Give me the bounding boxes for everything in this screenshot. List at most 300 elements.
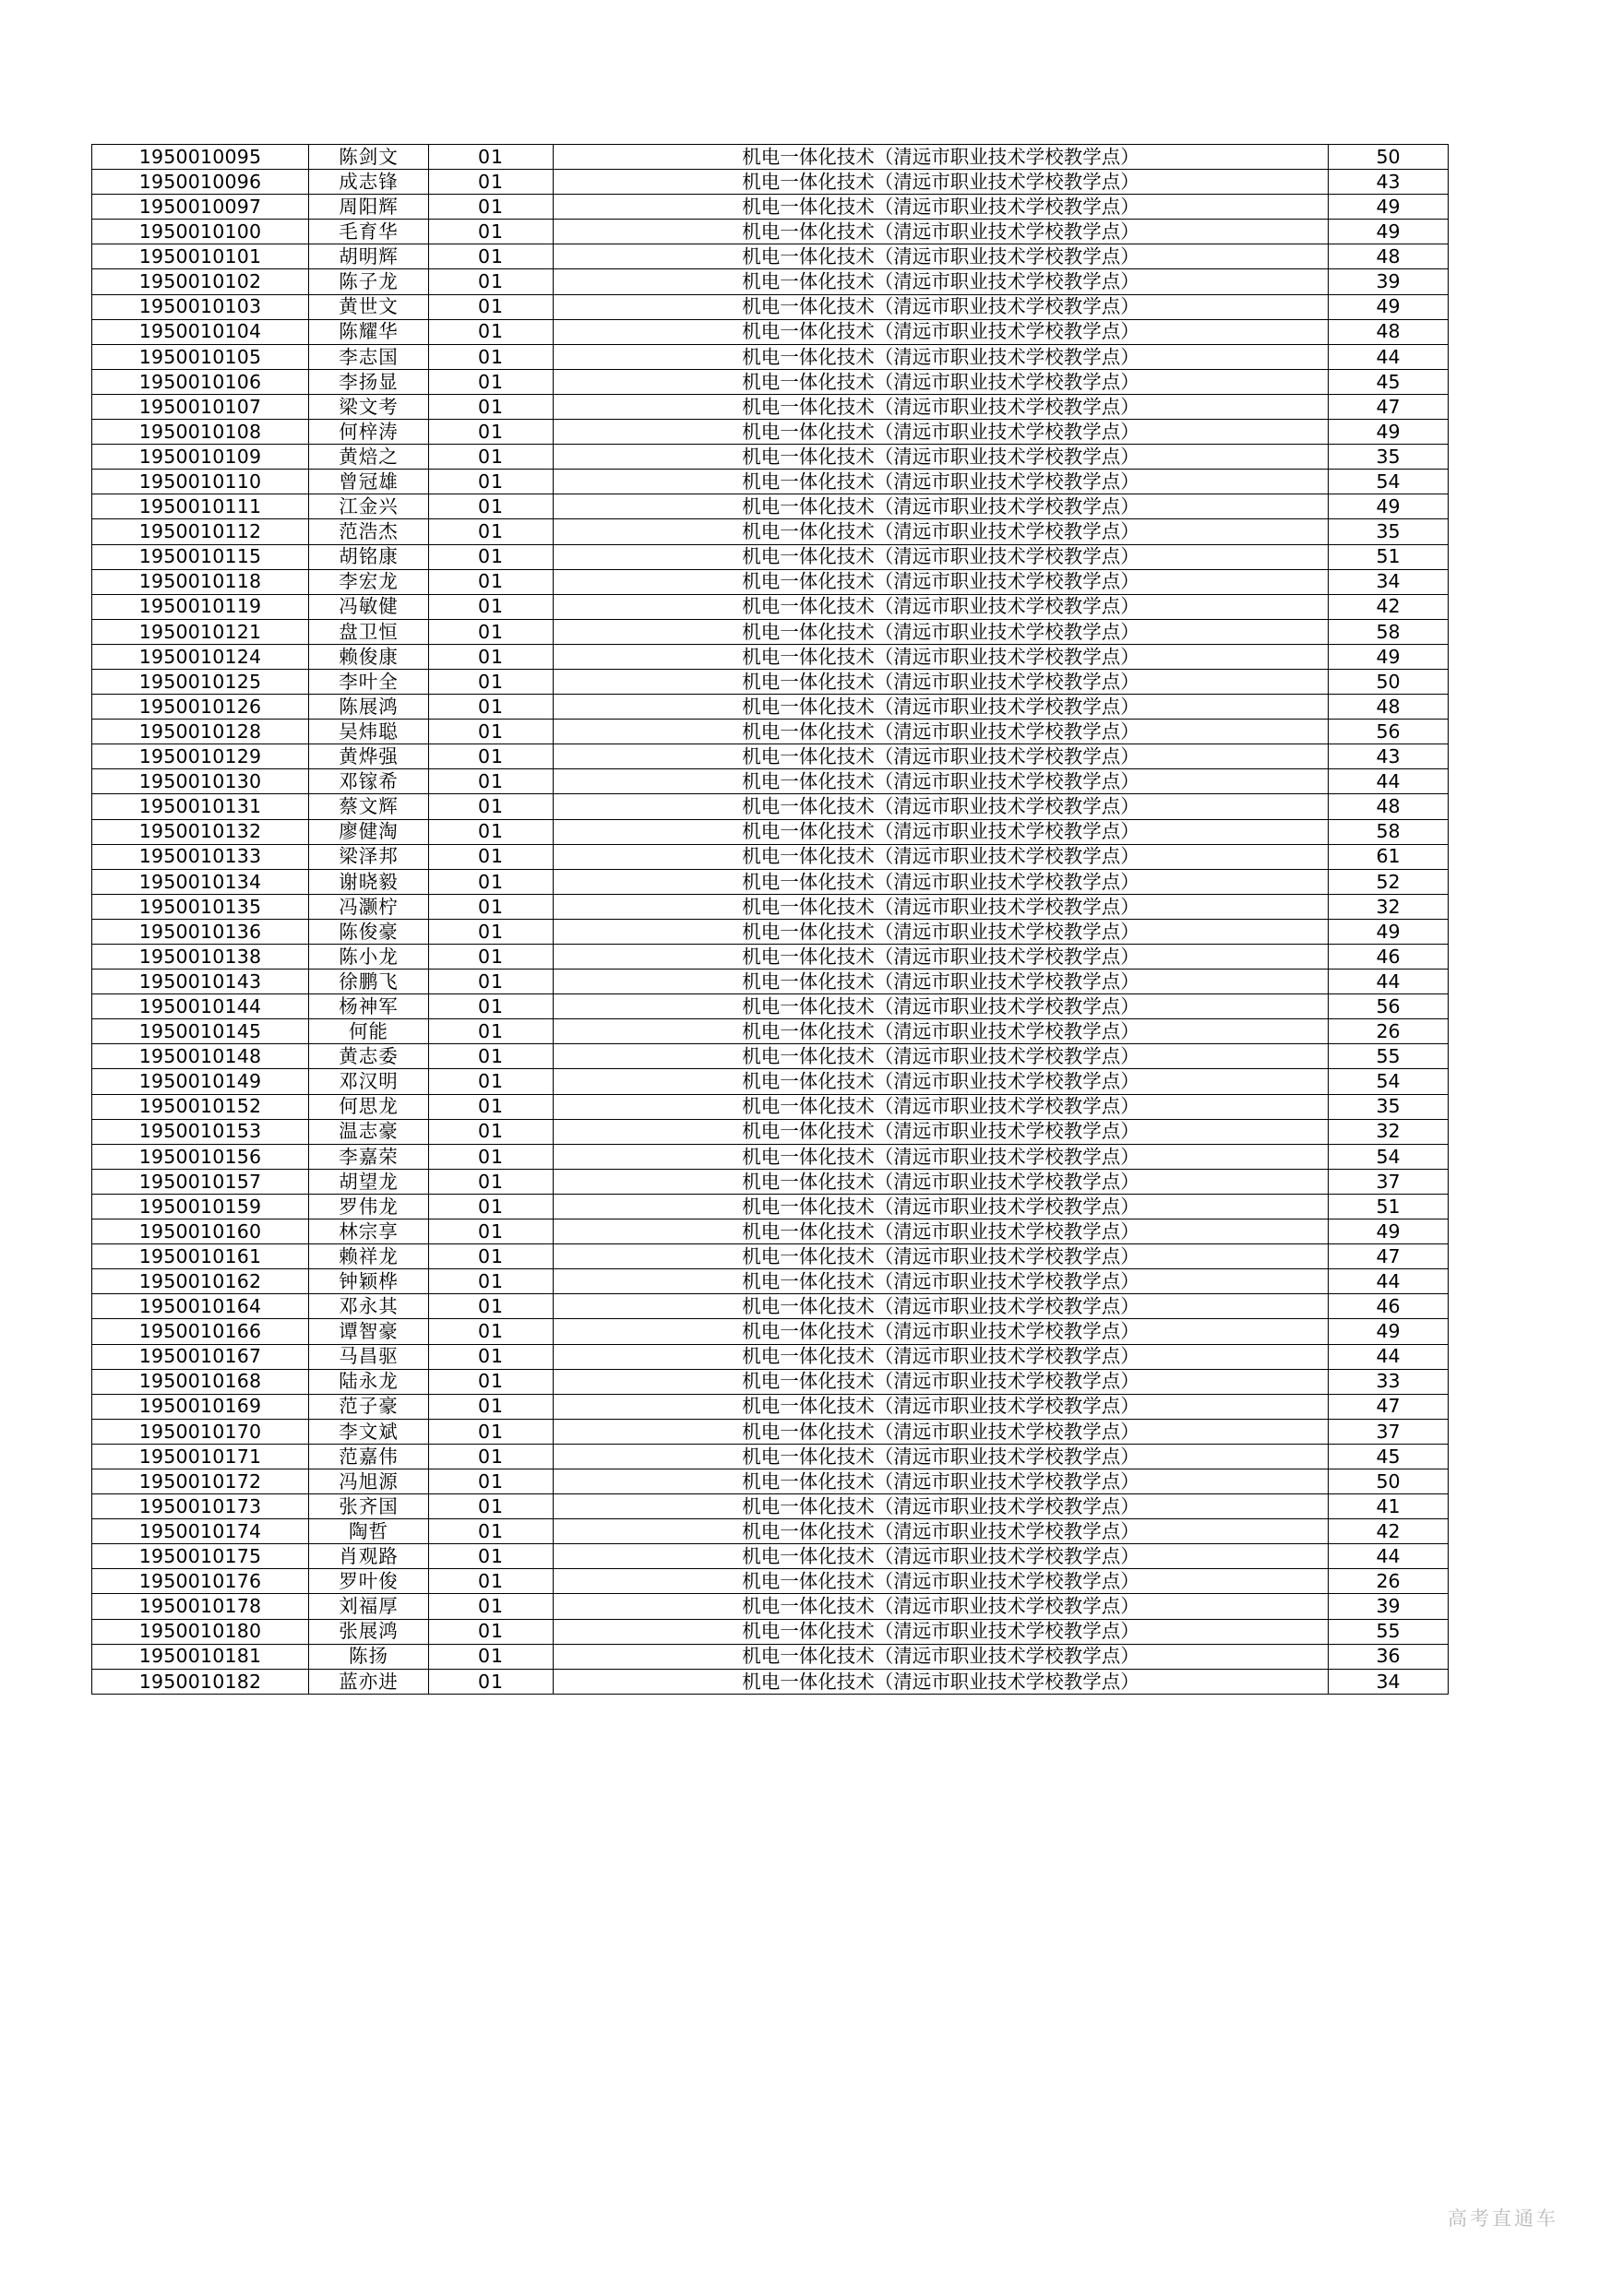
cell-examno: 1950010104 xyxy=(92,319,309,344)
cell-examno: 1950010131 xyxy=(92,794,309,819)
cell-major: 机电一体化技术（清远市职业技术学校教学点） xyxy=(554,1119,1329,1144)
cell-name: 胡明辉 xyxy=(309,244,429,269)
cell-score: 43 xyxy=(1329,744,1449,769)
table-row xyxy=(92,420,1449,445)
table-row xyxy=(92,294,1449,319)
table-row xyxy=(92,1344,1449,1369)
cell-code: 01 xyxy=(429,445,554,470)
cell-name: 马昌驱 xyxy=(309,1344,429,1369)
cell-major: 机电一体化技术（清远市职业技术学校教学点） xyxy=(554,195,1329,220)
cell-major: 机电一体化技术（清远市职业技术学校教学点） xyxy=(554,1269,1329,1294)
cell-code: 01 xyxy=(429,394,554,419)
cell-name: 赖祥龙 xyxy=(309,1244,429,1269)
cell-major: 机电一体化技术（清远市职业技术学校教学点） xyxy=(554,1069,1329,1094)
cell-examno: 1950010171 xyxy=(92,1444,309,1469)
cell-examno: 1950010110 xyxy=(92,470,309,494)
cell-score: 48 xyxy=(1329,319,1449,344)
cell-major: 机电一体化技术（清远市职业技术学校教学点） xyxy=(554,1469,1329,1493)
table-row xyxy=(92,970,1449,994)
cell-score: 46 xyxy=(1329,1294,1449,1319)
cell-major: 机电一体化技术（清远市职业技术学校教学点） xyxy=(554,720,1329,744)
cell-score: 36 xyxy=(1329,1644,1449,1669)
cell-score: 49 xyxy=(1329,195,1449,220)
cell-name: 陈俊豪 xyxy=(309,919,429,944)
cell-score: 34 xyxy=(1329,1669,1449,1694)
cell-examno: 1950010103 xyxy=(92,294,309,319)
cell-code: 01 xyxy=(429,619,554,644)
cell-name: 李志国 xyxy=(309,344,429,369)
cell-name: 陆永龙 xyxy=(309,1369,429,1394)
cell-major: 机电一体化技术（清远市职业技术学校教学点） xyxy=(554,844,1329,869)
cell-examno: 1950010182 xyxy=(92,1669,309,1694)
cell-code: 01 xyxy=(429,1319,554,1344)
table-row xyxy=(92,1419,1449,1444)
cell-major: 机电一体化技术（清远市职业技术学校教学点） xyxy=(554,269,1329,294)
cell-code: 01 xyxy=(429,1494,554,1519)
cell-major: 机电一体化技术（清远市职业技术学校教学点） xyxy=(554,1519,1329,1544)
cell-name: 盘卫恒 xyxy=(309,619,429,644)
cell-code: 01 xyxy=(429,844,554,869)
cell-score: 49 xyxy=(1329,294,1449,319)
cell-score: 46 xyxy=(1329,945,1449,970)
cell-examno: 1950010132 xyxy=(92,819,309,844)
cell-score: 49 xyxy=(1329,220,1449,244)
cell-examno: 1950010175 xyxy=(92,1544,309,1569)
admission-list-table-container xyxy=(91,144,1448,1695)
cell-examno: 1950010159 xyxy=(92,1194,309,1219)
cell-score: 44 xyxy=(1329,1269,1449,1294)
cell-major: 机电一体化技术（清远市职业技术学校教学点） xyxy=(554,945,1329,970)
cell-code: 01 xyxy=(429,1119,554,1144)
cell-name: 范子豪 xyxy=(309,1394,429,1419)
table-row xyxy=(92,519,1449,544)
cell-name: 陈耀华 xyxy=(309,319,429,344)
cell-major: 机电一体化技术（清远市职业技术学校教学点） xyxy=(554,1569,1329,1594)
table-row xyxy=(92,170,1449,195)
cell-examno: 1950010100 xyxy=(92,220,309,244)
table-row xyxy=(92,1294,1449,1319)
cell-code: 01 xyxy=(429,769,554,794)
cell-code: 01 xyxy=(429,1044,554,1069)
table-row xyxy=(92,145,1449,170)
cell-code: 01 xyxy=(429,1019,554,1044)
cell-score: 50 xyxy=(1329,669,1449,694)
cell-name: 何思龙 xyxy=(309,1094,429,1119)
cell-score: 49 xyxy=(1329,1319,1449,1344)
cell-score: 49 xyxy=(1329,919,1449,944)
cell-name: 黄志委 xyxy=(309,1044,429,1069)
cell-name: 陈展鸿 xyxy=(309,695,429,720)
cell-major: 机电一体化技术（清远市职业技术学校教学点） xyxy=(554,1194,1329,1219)
table-row xyxy=(92,919,1449,944)
cell-code: 01 xyxy=(429,1194,554,1219)
cell-examno: 1950010181 xyxy=(92,1644,309,1669)
cell-score: 44 xyxy=(1329,1544,1449,1569)
cell-examno: 1950010125 xyxy=(92,669,309,694)
cell-examno: 1950010148 xyxy=(92,1044,309,1069)
cell-examno: 1950010178 xyxy=(92,1594,309,1619)
cell-name: 李扬显 xyxy=(309,369,429,394)
cell-major: 机电一体化技术（清远市职业技术学校教学点） xyxy=(554,669,1329,694)
cell-name: 黄焙之 xyxy=(309,445,429,470)
cell-score: 55 xyxy=(1329,1619,1449,1644)
table-row xyxy=(92,569,1449,594)
cell-name: 何能 xyxy=(309,1019,429,1044)
cell-code: 01 xyxy=(429,1569,554,1594)
cell-name: 邓永其 xyxy=(309,1294,429,1319)
cell-major: 机电一体化技术（清远市职业技术学校教学点） xyxy=(554,1594,1329,1619)
table-row xyxy=(92,1619,1449,1644)
cell-score: 44 xyxy=(1329,970,1449,994)
cell-code: 01 xyxy=(429,420,554,445)
cell-examno: 1950010134 xyxy=(92,869,309,894)
cell-code: 01 xyxy=(429,494,554,519)
cell-examno: 1950010106 xyxy=(92,369,309,394)
cell-examno: 1950010145 xyxy=(92,1019,309,1044)
cell-examno: 1950010156 xyxy=(92,1144,309,1169)
cell-name: 李嘉荣 xyxy=(309,1144,429,1169)
cell-code: 01 xyxy=(429,145,554,170)
cell-code: 01 xyxy=(429,1644,554,1669)
cell-examno: 1950010136 xyxy=(92,919,309,944)
table-row xyxy=(92,1219,1449,1244)
cell-code: 01 xyxy=(429,794,554,819)
cell-examno: 1950010133 xyxy=(92,844,309,869)
cell-name: 黄烨强 xyxy=(309,744,429,769)
table-row xyxy=(92,195,1449,220)
cell-score: 51 xyxy=(1329,1194,1449,1219)
table-row xyxy=(92,744,1449,769)
table-row xyxy=(92,1269,1449,1294)
cell-examno: 1950010138 xyxy=(92,945,309,970)
cell-examno: 1950010108 xyxy=(92,420,309,445)
table-row xyxy=(92,1094,1449,1119)
cell-name: 冯旭源 xyxy=(309,1469,429,1493)
cell-name: 范浩杰 xyxy=(309,519,429,544)
cell-code: 01 xyxy=(429,1669,554,1694)
table-row xyxy=(92,769,1449,794)
cell-examno: 1950010164 xyxy=(92,1294,309,1319)
table-row xyxy=(92,945,1449,970)
cell-major: 机电一体化技术（清远市职业技术学校教学点） xyxy=(554,819,1329,844)
table-row xyxy=(92,594,1449,619)
cell-score: 35 xyxy=(1329,1094,1449,1119)
cell-name: 曾冠雄 xyxy=(309,470,429,494)
cell-score: 42 xyxy=(1329,1519,1449,1544)
cell-code: 01 xyxy=(429,919,554,944)
cell-major: 机电一体化技术（清远市职业技术学校教学点） xyxy=(554,1019,1329,1044)
cell-name: 梁泽邦 xyxy=(309,844,429,869)
cell-major: 机电一体化技术（清远市职业技术学校教学点） xyxy=(554,594,1329,619)
cell-code: 01 xyxy=(429,344,554,369)
table-row xyxy=(92,644,1449,669)
cell-code: 01 xyxy=(429,945,554,970)
cell-examno: 1950010126 xyxy=(92,695,309,720)
cell-examno: 1950010144 xyxy=(92,994,309,1019)
cell-code: 01 xyxy=(429,195,554,220)
cell-code: 01 xyxy=(429,894,554,919)
cell-examno: 1950010168 xyxy=(92,1369,309,1394)
cell-major: 机电一体化技术（清远市职业技术学校教学点） xyxy=(554,170,1329,195)
cell-code: 01 xyxy=(429,470,554,494)
table-row xyxy=(92,869,1449,894)
table-row xyxy=(92,819,1449,844)
table-row xyxy=(92,445,1449,470)
table-row xyxy=(92,1544,1449,1569)
cell-major: 机电一体化技术（清远市职业技术学校教学点） xyxy=(554,344,1329,369)
table-row xyxy=(92,1319,1449,1344)
cell-major: 机电一体化技术（清远市职业技术学校教学点） xyxy=(554,220,1329,244)
cell-name: 温志豪 xyxy=(309,1119,429,1144)
cell-name: 吴炜聪 xyxy=(309,720,429,744)
cell-score: 26 xyxy=(1329,1019,1449,1044)
table-row xyxy=(92,494,1449,519)
cell-name: 邓汉明 xyxy=(309,1069,429,1094)
cell-major: 机电一体化技术（清远市职业技术学校教学点） xyxy=(554,894,1329,919)
cell-name: 范嘉伟 xyxy=(309,1444,429,1469)
cell-code: 01 xyxy=(429,1419,554,1444)
cell-score: 47 xyxy=(1329,1244,1449,1269)
cell-code: 01 xyxy=(429,594,554,619)
cell-name: 周阳辉 xyxy=(309,195,429,220)
cell-examno: 1950010118 xyxy=(92,569,309,594)
cell-name: 胡望龙 xyxy=(309,1169,429,1194)
cell-major: 机电一体化技术（清远市职业技术学校教学点） xyxy=(554,1044,1329,1069)
table-row xyxy=(92,269,1449,294)
cell-major: 机电一体化技术（清远市职业技术学校教学点） xyxy=(554,1669,1329,1694)
cell-name: 罗伟龙 xyxy=(309,1194,429,1219)
cell-examno: 1950010111 xyxy=(92,494,309,519)
table-row xyxy=(92,669,1449,694)
cell-code: 01 xyxy=(429,569,554,594)
cell-name: 何梓涛 xyxy=(309,420,429,445)
cell-major: 机电一体化技术（清远市职业技术学校教学点） xyxy=(554,294,1329,319)
table-row xyxy=(92,994,1449,1019)
cell-score: 43 xyxy=(1329,170,1449,195)
table-row xyxy=(92,1569,1449,1594)
table-row xyxy=(92,369,1449,394)
cell-major: 机电一体化技术（清远市职业技术学校教学点） xyxy=(554,1644,1329,1669)
cell-major: 机电一体化技术（清远市职业技术学校教学点） xyxy=(554,744,1329,769)
cell-code: 01 xyxy=(429,644,554,669)
cell-score: 47 xyxy=(1329,1394,1449,1419)
cell-code: 01 xyxy=(429,544,554,569)
watermark-text: 高考直通车 xyxy=(1448,2207,1558,2230)
admission-list-table xyxy=(91,144,1449,1695)
cell-major: 机电一体化技术（清远市职业技术学校教学点） xyxy=(554,1219,1329,1244)
cell-examno: 1950010162 xyxy=(92,1269,309,1294)
cell-major: 机电一体化技术（清远市职业技术学校教学点） xyxy=(554,494,1329,519)
cell-code: 01 xyxy=(429,1069,554,1094)
cell-name: 蓝亦进 xyxy=(309,1669,429,1694)
cell-score: 49 xyxy=(1329,644,1449,669)
cell-score: 49 xyxy=(1329,420,1449,445)
cell-examno: 1950010167 xyxy=(92,1344,309,1369)
table-row xyxy=(92,470,1449,494)
cell-code: 01 xyxy=(429,1294,554,1319)
table-row xyxy=(92,619,1449,644)
table-body xyxy=(92,145,1449,1695)
cell-major: 机电一体化技术（清远市职业技术学校教学点） xyxy=(554,519,1329,544)
cell-code: 01 xyxy=(429,1544,554,1569)
cell-score: 49 xyxy=(1329,1219,1449,1244)
cell-score: 56 xyxy=(1329,994,1449,1019)
table-row xyxy=(92,244,1449,269)
cell-examno: 1950010149 xyxy=(92,1069,309,1094)
cell-examno: 1950010102 xyxy=(92,269,309,294)
cell-name: 成志锋 xyxy=(309,170,429,195)
cell-score: 48 xyxy=(1329,244,1449,269)
cell-major: 机电一体化技术（清远市职业技术学校教学点） xyxy=(554,420,1329,445)
table-row xyxy=(92,1394,1449,1419)
table-row xyxy=(92,1494,1449,1519)
cell-score: 58 xyxy=(1329,619,1449,644)
cell-major: 机电一体化技术（清远市职业技术学校教学点） xyxy=(554,319,1329,344)
table-row xyxy=(92,1519,1449,1544)
cell-score: 47 xyxy=(1329,394,1449,419)
cell-code: 01 xyxy=(429,1094,554,1119)
cell-code: 01 xyxy=(429,1144,554,1169)
table-row xyxy=(92,1069,1449,1094)
cell-examno: 1950010153 xyxy=(92,1119,309,1144)
cell-name: 赖俊康 xyxy=(309,644,429,669)
cell-score: 58 xyxy=(1329,819,1449,844)
cell-name: 陈扬 xyxy=(309,1644,429,1669)
cell-name: 江金兴 xyxy=(309,494,429,519)
cell-code: 01 xyxy=(429,244,554,269)
table-row xyxy=(92,1169,1449,1194)
cell-name: 肖观路 xyxy=(309,1544,429,1569)
cell-score: 55 xyxy=(1329,1044,1449,1069)
cell-name: 杨神军 xyxy=(309,994,429,1019)
cell-score: 37 xyxy=(1329,1419,1449,1444)
cell-score: 39 xyxy=(1329,269,1449,294)
cell-name: 胡铭康 xyxy=(309,544,429,569)
cell-examno: 1950010135 xyxy=(92,894,309,919)
cell-score: 51 xyxy=(1329,544,1449,569)
table-row xyxy=(92,394,1449,419)
cell-examno: 1950010109 xyxy=(92,445,309,470)
cell-major: 机电一体化技术（清远市职业技术学校教学点） xyxy=(554,145,1329,170)
cell-examno: 1950010097 xyxy=(92,195,309,220)
cell-code: 01 xyxy=(429,669,554,694)
table-row xyxy=(92,1669,1449,1694)
cell-name: 李宏龙 xyxy=(309,569,429,594)
cell-name: 林宗享 xyxy=(309,1219,429,1244)
cell-name: 张展鸿 xyxy=(309,1619,429,1644)
cell-name: 陈小龙 xyxy=(309,945,429,970)
cell-name: 陶哲 xyxy=(309,1519,429,1544)
cell-name: 邓镓希 xyxy=(309,769,429,794)
table-row xyxy=(92,1144,1449,1169)
table-row xyxy=(92,1594,1449,1619)
table-row xyxy=(92,894,1449,919)
cell-major: 机电一体化技术（清远市职业技术学校教学点） xyxy=(554,1294,1329,1319)
table-row xyxy=(92,344,1449,369)
cell-major: 机电一体化技术（清远市职业技术学校教学点） xyxy=(554,1444,1329,1469)
cell-code: 01 xyxy=(429,744,554,769)
table-row xyxy=(92,1244,1449,1269)
cell-major: 机电一体化技术（清远市职业技术学校教学点） xyxy=(554,445,1329,470)
cell-examno: 1950010124 xyxy=(92,644,309,669)
cell-code: 01 xyxy=(429,1169,554,1194)
cell-major: 机电一体化技术（清远市职业技术学校教学点） xyxy=(554,244,1329,269)
cell-name: 陈剑文 xyxy=(309,145,429,170)
cell-examno: 1950010173 xyxy=(92,1494,309,1519)
table-row xyxy=(92,1119,1449,1144)
cell-examno: 1950010170 xyxy=(92,1419,309,1444)
cell-code: 01 xyxy=(429,170,554,195)
cell-code: 01 xyxy=(429,869,554,894)
cell-examno: 1950010160 xyxy=(92,1219,309,1244)
cell-name: 梁文考 xyxy=(309,394,429,419)
table-row xyxy=(92,1444,1449,1469)
cell-examno: 1950010096 xyxy=(92,170,309,195)
cell-major: 机电一体化技术（清远市职业技术学校教学点） xyxy=(554,1169,1329,1194)
cell-major: 机电一体化技术（清远市职业技术学校教学点） xyxy=(554,794,1329,819)
cell-code: 01 xyxy=(429,269,554,294)
cell-major: 机电一体化技术（清远市职业技术学校教学点） xyxy=(554,919,1329,944)
cell-code: 01 xyxy=(429,819,554,844)
table-row xyxy=(92,695,1449,720)
cell-code: 01 xyxy=(429,294,554,319)
cell-examno: 1950010130 xyxy=(92,769,309,794)
cell-score: 61 xyxy=(1329,844,1449,869)
cell-name: 谭智豪 xyxy=(309,1319,429,1344)
cell-code: 01 xyxy=(429,319,554,344)
cell-score: 39 xyxy=(1329,1594,1449,1619)
cell-examno: 1950010143 xyxy=(92,970,309,994)
cell-code: 01 xyxy=(429,994,554,1019)
cell-code: 01 xyxy=(429,519,554,544)
cell-code: 01 xyxy=(429,1519,554,1544)
table-row xyxy=(92,1469,1449,1493)
cell-score: 50 xyxy=(1329,1469,1449,1493)
table-row xyxy=(92,1044,1449,1069)
cell-major: 机电一体化技术（清远市职业技术学校教学点） xyxy=(554,644,1329,669)
cell-score: 33 xyxy=(1329,1369,1449,1394)
cell-score: 37 xyxy=(1329,1169,1449,1194)
cell-name: 李文斌 xyxy=(309,1419,429,1444)
cell-score: 44 xyxy=(1329,1344,1449,1369)
cell-examno: 1950010157 xyxy=(92,1169,309,1194)
cell-score: 52 xyxy=(1329,869,1449,894)
cell-examno: 1950010180 xyxy=(92,1619,309,1644)
cell-examno: 1950010152 xyxy=(92,1094,309,1119)
cell-score: 54 xyxy=(1329,1144,1449,1169)
cell-score: 48 xyxy=(1329,695,1449,720)
cell-code: 01 xyxy=(429,1269,554,1294)
cell-score: 45 xyxy=(1329,1444,1449,1469)
table-row xyxy=(92,844,1449,869)
cell-code: 01 xyxy=(429,970,554,994)
cell-major: 机电一体化技术（清远市职业技术学校教学点） xyxy=(554,1319,1329,1344)
cell-score: 42 xyxy=(1329,594,1449,619)
table-row xyxy=(92,1369,1449,1394)
cell-score: 48 xyxy=(1329,794,1449,819)
cell-name: 蔡文辉 xyxy=(309,794,429,819)
cell-code: 01 xyxy=(429,1369,554,1394)
cell-major: 机电一体化技术（清远市职业技术学校教学点） xyxy=(554,619,1329,644)
cell-major: 机电一体化技术（清远市职业技术学校教学点） xyxy=(554,1494,1329,1519)
cell-score: 54 xyxy=(1329,1069,1449,1094)
cell-major: 机电一体化技术（清远市职业技术学校教学点） xyxy=(554,1544,1329,1569)
cell-major: 机电一体化技术（清远市职业技术学校教学点） xyxy=(554,1394,1329,1419)
cell-score: 35 xyxy=(1329,519,1449,544)
cell-major: 机电一体化技术（清远市职业技术学校教学点） xyxy=(554,1419,1329,1444)
cell-code: 01 xyxy=(429,220,554,244)
cell-major: 机电一体化技术（清远市职业技术学校教学点） xyxy=(554,970,1329,994)
